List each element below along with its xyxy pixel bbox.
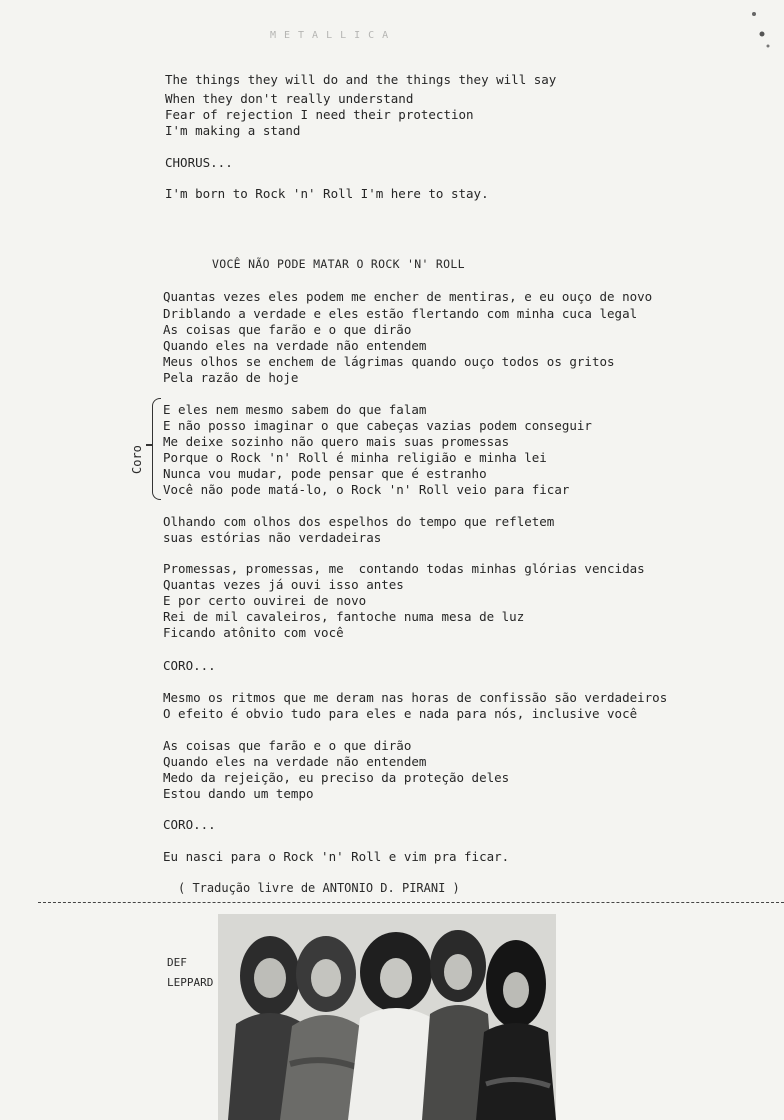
lyric-line: Mesmo os ritmos que me deram nas horas de confissão são verdadeiros xyxy=(163,690,668,705)
band-name-line-2: LEPPARD xyxy=(167,976,214,989)
lyric-line: The things they will do and the things they will say xyxy=(165,72,557,87)
lyric-line: I'm making a stand xyxy=(165,123,301,138)
lyric-line: Fear of rejection I need their protection xyxy=(165,107,474,122)
lyric-line: Porque o Rock 'n' Roll é minha religião e minha lei xyxy=(163,450,547,465)
paper-speck-marks xyxy=(746,6,776,56)
lyric-line: Promessas, promessas, me contando todas minhas glórias vencidas xyxy=(163,561,645,576)
chorus-marker: CORO... xyxy=(163,658,216,673)
lyric-line: Quantas vezes já ouvi isso antes xyxy=(163,577,404,592)
lyric-line: E não posso imaginar o que cabeças vazias podem conseguir xyxy=(163,418,592,433)
lyric-line: Estou dando um tempo xyxy=(163,786,314,801)
translation-credit: ( Tradução livre de ANTONIO D. PIRANI ) xyxy=(178,881,460,895)
lyric-line: Quando eles na verdade não entendem xyxy=(163,754,427,769)
band-name-line-1: DEF xyxy=(167,956,187,969)
lyric-line: Rei de mil cavaleiros, fantoche numa mesa de luz xyxy=(163,609,525,624)
lyric-line: As coisas que farão e o que dirão xyxy=(163,738,412,753)
lyric-line: Pela razão de hoje xyxy=(163,370,299,385)
song-title: VOCÊ NÃO PODE MATAR O ROCK 'N' ROLL xyxy=(212,257,465,271)
lyric-line: Quantas vezes eles podem me encher de mentiras, e eu ouço de novo xyxy=(163,289,653,304)
lyric-line: Olhando com olhos dos espelhos do tempo que refletem xyxy=(163,514,555,529)
chorus-marker: CHORUS... xyxy=(165,155,233,170)
lyric-line: Me deixe sozinho não quero mais suas promessas xyxy=(163,434,510,449)
lyric-line: When they don't really understand xyxy=(165,91,414,106)
chorus-marker: CORO... xyxy=(163,817,216,832)
lyric-line: E por certo ouvirei de novo xyxy=(163,593,367,608)
lyric-line: Você não pode matá-lo, o Rock 'n' Roll veio para ficar xyxy=(163,482,570,497)
band-photo xyxy=(218,914,556,1120)
chorus-bracket xyxy=(152,398,161,500)
lyric-line: I'm born to Rock 'n' Roll I'm here to stay. xyxy=(165,186,489,201)
lyric-line: Medo da rejeição, eu preciso da proteção deles xyxy=(163,770,510,785)
lyric-line: Nunca vou mudar, pode pensar que é estranho xyxy=(163,466,487,481)
chorus-side-label: Coro xyxy=(130,445,144,474)
lyric-line: suas estórias não verdadeiras xyxy=(163,530,382,545)
lyric-line: Ficando atônito com você xyxy=(163,625,344,640)
lyric-line: Meus olhos se enchem de lágrimas quando ouço todos os gritos xyxy=(163,354,615,369)
band-photo-illustration xyxy=(218,914,556,1120)
lyric-line: As coisas que farão e o que dirão xyxy=(163,322,412,337)
dashed-divider xyxy=(38,902,784,903)
lyric-line: Quando eles na verdade não entendem xyxy=(163,338,427,353)
lyric-line: O efeito é obvio tudo para eles e nada para nós, inclusive você xyxy=(163,706,638,721)
page-header: METALLICA xyxy=(270,30,397,41)
chorus-bracket-tip xyxy=(146,444,152,446)
lyric-line: E eles nem mesmo sabem do que falam xyxy=(163,402,427,417)
final-lyric-line: Eu nasci para o Rock 'n' Roll e vim pra ficar. xyxy=(163,849,510,864)
lyric-line: Driblando a verdade e eles estão flertando com minha cuca legal xyxy=(163,306,638,321)
